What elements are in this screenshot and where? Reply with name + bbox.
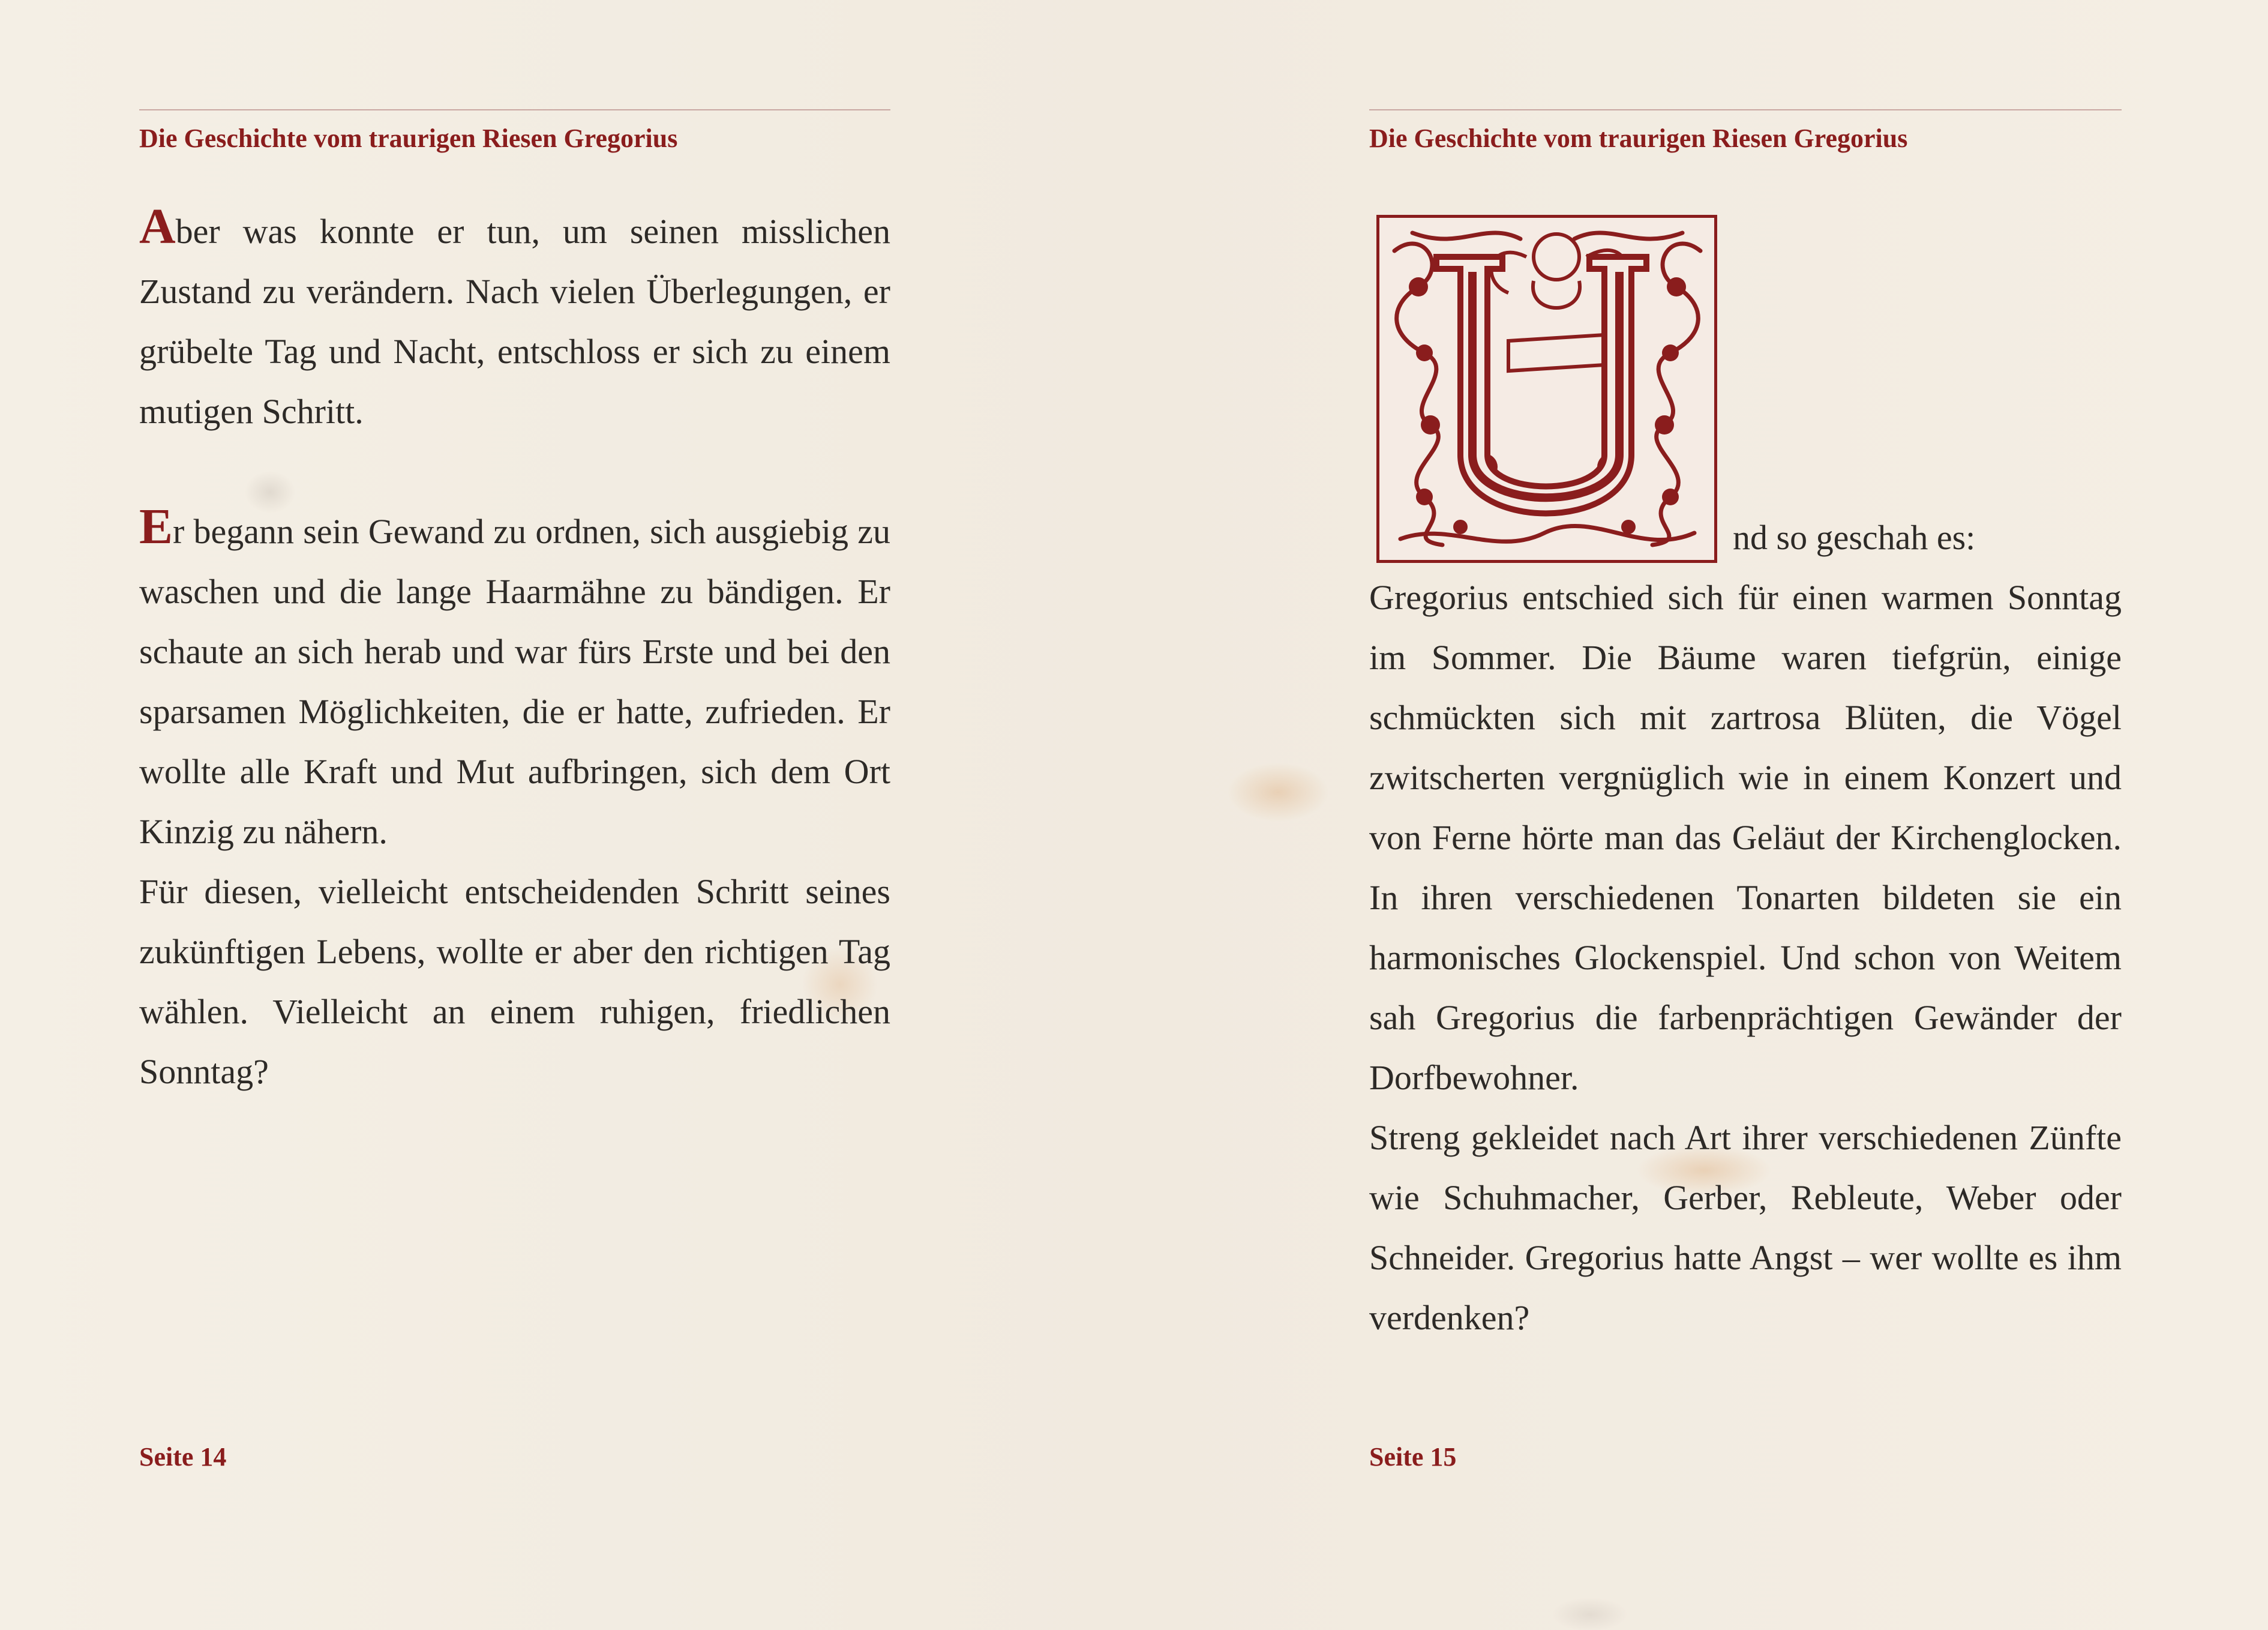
- drop-cap: A: [139, 199, 176, 254]
- header-rule: [139, 109, 890, 110]
- page-number: Seite 15: [1369, 1442, 1457, 1472]
- running-header: Die Geschichte vom traurigen Riesen Gregorius: [139, 124, 678, 153]
- left-page: [139, 0, 890, 1630]
- running-header: Die Geschichte vom traurigen Riesen Gregorius: [1369, 124, 1908, 153]
- paragraph: [139, 199, 890, 442]
- page-number: Seite 14: [139, 1442, 227, 1472]
- paragraph-text: ber was konnte er tun, um seinen misslichen Zustand zu verändern. Nach vielen Überlegungen, er grübelte Tag und Nacht, entschloss er sich zu einem mutigen Schritt.: [139, 212, 890, 431]
- paragraph: Gregorius entschied sich für einen warmen Sonntag im Sommer. Die Bäume waren tiefgrün, einige schmückten sich mit zartrosa Blüten, die Vögel zwitscherten vergnüglich wie in einem Konzert und von Ferne hörte man das Geläut der Kirchenglocken. In ihren verschiedenen Tonarten bildeten sie ein harmonisches Glockenspiel. Und schon von Weitem sah Gregorius die farbenprächtigen Gewänder der Dorfbewohner.: [1369, 578, 2122, 1097]
- header-rule: [1369, 109, 2122, 110]
- paragraph-text: r begann sein Gewand zu ordnen, sich ausgiebig zu waschen und die lange Haarmähne zu bändigen. Er schaute an sich herab und war fürs Erste und bei den sparsamen Möglichkeiten, die er hatte, zufrieden. Er wollte alle Kraft und Mut aufbringen, sich dem Ort Kinzig zu nähern.: [139, 512, 890, 851]
- drop-cap: E: [139, 499, 173, 555]
- paragraph: Für diesen, vielleicht entscheidenden Schritt seines zukünftigen Lebens, wollte er aber den richtigen Tag wählen. Vielleicht an einem ruhigen, friedlichen Sonntag?: [139, 872, 890, 1091]
- right-body: [1369, 568, 2122, 1348]
- left-body: [139, 199, 890, 1102]
- initial-line-text: nd so geschah es:: [1733, 518, 1976, 557]
- paragraph: Streng gekleidet nach Art ihrer verschiedenen Zünfte wie Schuhmacher, Gerber, Rebleute, Weber oder Schneider. Gregorius hatte Angst – wer wollte es ihm verdenken?: [1369, 1118, 2122, 1337]
- paragraph: [139, 499, 890, 862]
- right-page: [1369, 0, 2122, 1630]
- decorative-initial-u-icon: [1376, 215, 1717, 563]
